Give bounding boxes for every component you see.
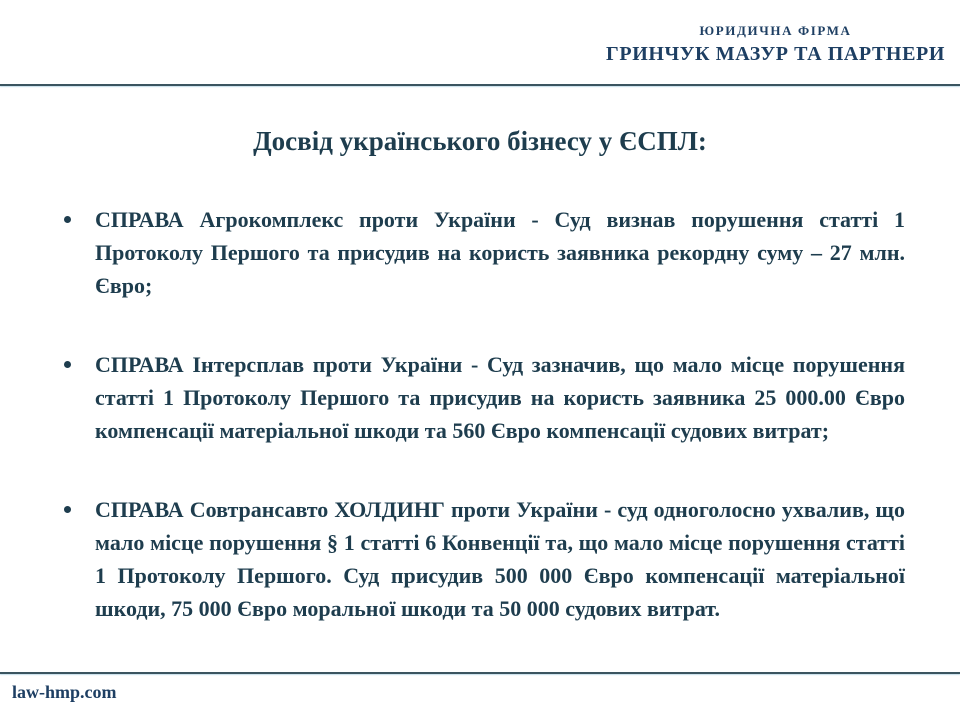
bullet-dot-icon xyxy=(64,361,71,368)
bullet-list xyxy=(0,203,960,625)
bullet-item-sovtransavto xyxy=(62,493,905,625)
header-divider xyxy=(0,84,960,86)
website-url: law-hmp.com xyxy=(12,682,117,702)
firm-type-label: ЮРИДИЧНА ФІРМА xyxy=(699,23,852,38)
bullet-text: СПРАВА Агрокомплекс проти України - Суд визнав порушення статті 1 Протоколу Першого та присудив на користь заявника рекордну суму – 27 млн. Євро; xyxy=(95,207,905,298)
bullet-item-agrokompleks xyxy=(62,203,905,302)
footer-divider xyxy=(0,672,960,674)
bullet-text: СПРАВА Совтрансавто ХОЛДИНГ проти України - суд одноголосно ухвалив, що мало місце порушення § 1 статті 6 Конвенції та, що мало місце порушення статті 1 Протоколу Першого. Суд присудив 500 000 Євро компенсації матеріальної шкоди, 75 000 Євро моральної шкоди та 50 000 судових витрат. xyxy=(95,497,905,621)
bullet-dot-icon xyxy=(64,506,71,513)
bullet-item-intersplav xyxy=(62,348,905,447)
page-title: Досвід українського бізнесу у ЄСПЛ: xyxy=(253,126,707,156)
bullet-dot-icon xyxy=(64,216,71,223)
firm-name: ГРИНЧУК МАЗУР ТА ПАРТНЕРИ xyxy=(606,43,945,65)
header xyxy=(0,0,960,84)
firm-block xyxy=(606,23,945,66)
bullet-text: СПРАВА Інтерсплав проти України - Суд зазначив, що мало місце порушення статті 1 Протоколу Першого та присудив на користь заявника 25 000.00 Євро компенсації матеріальної шкоди та 560 Євро компенсації судових витрат; xyxy=(95,352,905,443)
